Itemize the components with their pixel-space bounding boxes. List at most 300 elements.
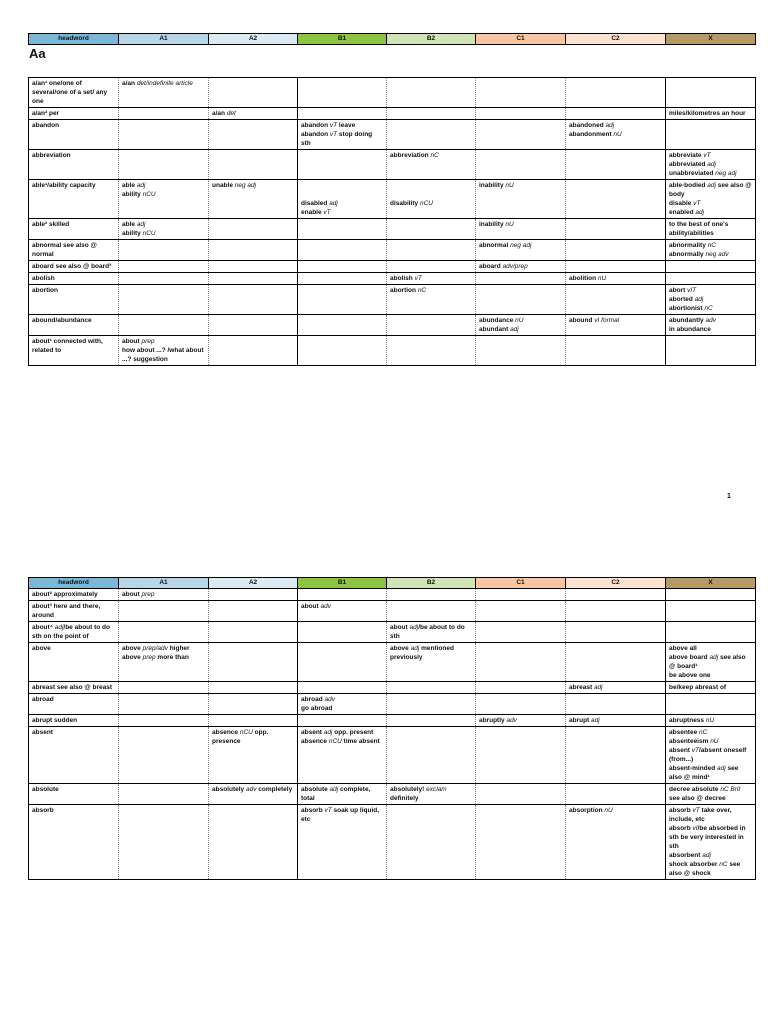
entry-text: abroad adv xyxy=(301,696,335,703)
page-number: 1 xyxy=(727,493,731,500)
level-cell-c2 xyxy=(566,601,666,622)
entry-text: abnormal neg adj xyxy=(479,242,532,249)
entry-text: unable neg adj xyxy=(212,182,257,189)
table-row xyxy=(29,336,756,366)
level-cell-b1 xyxy=(298,622,387,643)
level-cell-b1 xyxy=(298,643,387,682)
entry-text: abreast see also @ breast xyxy=(32,684,113,691)
level-cell-b1 xyxy=(298,315,387,336)
entry-text: be/keep abreast of xyxy=(669,684,727,691)
entry-text: abound/abundance xyxy=(32,317,92,324)
entry-text: abundant adj xyxy=(479,326,519,333)
level-cell-b1 xyxy=(298,261,387,273)
column-header-headword: headword xyxy=(29,34,119,45)
column-header-a1: A1 xyxy=(119,578,209,589)
level-cell-c1 xyxy=(476,694,566,715)
entry-text: ability nCU xyxy=(122,230,156,237)
level-cell-a2 xyxy=(209,643,298,682)
entry-text: abbreviation xyxy=(32,152,71,159)
entry-text: abort vIT xyxy=(669,287,697,294)
column-header-b2: B2 xyxy=(387,578,476,589)
table-row xyxy=(29,285,756,315)
entry-text: above prep more than xyxy=(122,654,189,661)
entry-text xyxy=(301,190,383,199)
level-cell-a2 xyxy=(209,150,298,180)
level-cell-c1 xyxy=(476,784,566,805)
entry-text: enabled adj xyxy=(669,209,705,216)
entry-text: absolutely adv completely xyxy=(212,786,293,793)
level-cell-x xyxy=(666,601,756,622)
entry-text: enable vT xyxy=(301,209,331,216)
headword-cell xyxy=(29,622,119,643)
entry-text: abandonment nU xyxy=(569,131,622,138)
table-row xyxy=(29,180,756,219)
level-cell-x xyxy=(666,715,756,727)
level-cell-a1 xyxy=(119,601,209,622)
level-cell-a2 xyxy=(209,682,298,694)
level-cell-a1 xyxy=(119,643,209,682)
level-cell-c1 xyxy=(476,315,566,336)
level-cell-x xyxy=(666,727,756,784)
level-cell-a1 xyxy=(119,715,209,727)
entry-text: abnormality nC xyxy=(669,242,716,249)
level-cell-b2 xyxy=(387,219,476,240)
entry-text: inability nU xyxy=(479,221,514,228)
headword-cell xyxy=(29,784,119,805)
entry-text: able-bodied adj see also @ body xyxy=(669,182,752,198)
entry-text: in abundance xyxy=(669,326,711,333)
entry-text: absolute xyxy=(32,786,59,793)
level-cell-b2 xyxy=(387,273,476,285)
level-cell-c2 xyxy=(566,682,666,694)
level-cell-c2 xyxy=(566,715,666,727)
level-cell-x xyxy=(666,150,756,180)
entry-text: absence nCU time absent xyxy=(301,738,380,745)
entry-text: above xyxy=(32,645,51,652)
level-cell-c1 xyxy=(476,727,566,784)
level-cell-a1 xyxy=(119,150,209,180)
level-cell-c1 xyxy=(476,805,566,880)
table-row xyxy=(29,682,756,694)
level-cell-c2 xyxy=(566,285,666,315)
level-cell-b2 xyxy=(387,150,476,180)
table-row xyxy=(29,727,756,784)
level-cell-c2 xyxy=(566,315,666,336)
entry-text: abreast adj xyxy=(569,684,603,691)
headword-cell xyxy=(29,285,119,315)
level-cell-a1 xyxy=(119,273,209,285)
level-cell-c1 xyxy=(476,682,566,694)
level-cell-b1 xyxy=(298,78,387,108)
entry-text: about³ here and there, around xyxy=(32,603,101,619)
level-cell-c1 xyxy=(476,180,566,219)
column-header-x: X xyxy=(666,34,756,45)
level-cell-c2 xyxy=(566,589,666,601)
level-cell-b1 xyxy=(298,108,387,120)
dictionary-section-2 xyxy=(28,577,755,880)
level-cell-a1 xyxy=(119,622,209,643)
column-header-b1: B1 xyxy=(298,34,387,45)
vocabulary-table-1 xyxy=(28,33,756,45)
headword-cell xyxy=(29,727,119,784)
entry-text: abolition nU xyxy=(569,275,607,282)
entry-text: abnormally neg adv xyxy=(669,251,729,258)
entry-text: abruptness nU xyxy=(669,717,715,724)
level-cell-c1 xyxy=(476,219,566,240)
column-header-c1: C1 xyxy=(476,34,566,45)
level-cell-b1 xyxy=(298,682,387,694)
level-cell-x xyxy=(666,180,756,219)
level-cell-b1 xyxy=(298,715,387,727)
level-cell-c1 xyxy=(476,273,566,285)
level-cell-b1 xyxy=(298,694,387,715)
level-cell-b2 xyxy=(387,601,476,622)
column-header-headword: headword xyxy=(29,578,119,589)
level-cell-b1 xyxy=(298,273,387,285)
entry-text: about adv xyxy=(301,603,331,610)
level-cell-x xyxy=(666,273,756,285)
entry-text: abandon xyxy=(32,122,60,129)
column-header-c1: C1 xyxy=(476,578,566,589)
entry-text: abnormal see also @ normal xyxy=(32,242,97,258)
entry-text: abandon vT stop doing sth xyxy=(301,131,373,147)
entry-text: absenteeism nU xyxy=(669,738,719,745)
level-cell-x xyxy=(666,285,756,315)
entry-text: about prep xyxy=(122,591,155,598)
entry-text: absolute adj complete, total xyxy=(301,786,371,802)
level-cell-c2 xyxy=(566,219,666,240)
table-row xyxy=(29,589,756,601)
level-cell-b1 xyxy=(298,120,387,150)
headword-cell xyxy=(29,682,119,694)
entry-text: above board adj see also @ board¹ xyxy=(669,654,746,670)
entry-text: disabled adj xyxy=(301,200,338,207)
level-cell-x xyxy=(666,694,756,715)
level-cell-b2 xyxy=(387,120,476,150)
headword-cell xyxy=(29,261,119,273)
level-cell-b1 xyxy=(298,727,387,784)
entry-text: abrupt sudden xyxy=(32,717,78,724)
entry-text: able¹/ability capacity xyxy=(32,182,96,189)
entry-text: absorb vI/be absorbed in sth be very interested in sth xyxy=(669,825,746,850)
level-cell-a2 xyxy=(209,240,298,261)
level-cell-x xyxy=(666,261,756,273)
entry-text: abbreviation nC xyxy=(390,152,439,159)
headword-cell xyxy=(29,219,119,240)
level-cell-a1 xyxy=(119,120,209,150)
entry-text: absent vT/absent oneself (from...) xyxy=(669,747,747,763)
level-cell-c2 xyxy=(566,240,666,261)
level-cell-x xyxy=(666,805,756,880)
headword-cell xyxy=(29,643,119,682)
column-header-a1: A1 xyxy=(119,34,209,45)
entry-text: absent-minded adj see also @ mind¹ xyxy=(669,765,739,781)
level-cell-c2 xyxy=(566,622,666,643)
entry-text: about¹ connected with, related to xyxy=(32,338,103,354)
entry-text: absorption nU xyxy=(569,807,613,814)
table-row xyxy=(29,784,756,805)
column-header-a2: A2 xyxy=(209,34,298,45)
level-cell-c2 xyxy=(566,727,666,784)
level-cell-b2 xyxy=(387,180,476,219)
entry-text: about⁴ adj/be about to do sth on the point of xyxy=(32,624,110,640)
column-header-x: X xyxy=(666,578,756,589)
column-header-a2: A2 xyxy=(209,578,298,589)
level-cell-a1 xyxy=(119,180,209,219)
level-cell-c1 xyxy=(476,643,566,682)
level-cell-a1 xyxy=(119,784,209,805)
entry-text: above prep/adv higher xyxy=(122,645,190,652)
level-cell-c1 xyxy=(476,715,566,727)
level-cell-c2 xyxy=(566,643,666,682)
level-cell-b1 xyxy=(298,240,387,261)
level-cell-x xyxy=(666,78,756,108)
level-cell-b2 xyxy=(387,805,476,880)
level-cell-a1 xyxy=(119,682,209,694)
level-cell-b2 xyxy=(387,240,476,261)
entry-text: absent xyxy=(32,729,53,736)
entry-text: abrupt adj xyxy=(569,717,600,724)
entry-text: a/an² per xyxy=(32,110,60,117)
level-cell-b1 xyxy=(298,219,387,240)
column-header-b1: B1 xyxy=(298,578,387,589)
level-cell-a1 xyxy=(119,694,209,715)
entry-text: abortionist nC xyxy=(669,305,713,312)
entry-text: inability nU xyxy=(479,182,514,189)
table-row xyxy=(29,240,756,261)
headword-cell xyxy=(29,108,119,120)
table-row xyxy=(29,150,756,180)
level-cell-a2 xyxy=(209,589,298,601)
table-body xyxy=(29,78,756,366)
level-cell-x xyxy=(666,784,756,805)
level-cell-b2 xyxy=(387,78,476,108)
level-cell-c2 xyxy=(566,784,666,805)
level-cell-c1 xyxy=(476,589,566,601)
level-cell-a2 xyxy=(209,285,298,315)
level-cell-c1 xyxy=(476,120,566,150)
entry-text: unabbreviated neg adj xyxy=(669,170,737,177)
level-cell-a2 xyxy=(209,180,298,219)
table-body xyxy=(29,589,756,880)
table-row xyxy=(29,219,756,240)
entry-text: decree absolute nC Brit see also @ decree xyxy=(669,786,741,802)
level-cell-b2 xyxy=(387,315,476,336)
level-cell-a2 xyxy=(209,315,298,336)
level-cell-c1 xyxy=(476,601,566,622)
level-cell-b2 xyxy=(387,784,476,805)
dictionary-section-1 xyxy=(28,33,755,366)
level-cell-c2 xyxy=(566,180,666,219)
level-cell-c1 xyxy=(476,108,566,120)
entry-text: abbreviate vT xyxy=(669,152,711,159)
headword-cell xyxy=(29,273,119,285)
level-cell-x xyxy=(666,589,756,601)
headword-cell xyxy=(29,78,119,108)
table-row xyxy=(29,622,756,643)
level-cell-b2 xyxy=(387,261,476,273)
level-cell-a2 xyxy=(209,108,298,120)
headword-cell xyxy=(29,601,119,622)
level-cell-b2 xyxy=(387,108,476,120)
entry-text: absolutely! exclam definitely xyxy=(390,786,447,802)
level-cell-a1 xyxy=(119,78,209,108)
vocabulary-table-2 xyxy=(28,577,756,880)
level-cell-c2 xyxy=(566,120,666,150)
table-row xyxy=(29,643,756,682)
level-cell-a1 xyxy=(119,727,209,784)
level-cell-a2 xyxy=(209,120,298,150)
level-cell-a2 xyxy=(209,727,298,784)
entry-text xyxy=(390,190,472,199)
level-cell-b1 xyxy=(298,336,387,366)
vocabulary-table-1-body xyxy=(28,77,756,366)
entry-text: miles/kilometres an hour xyxy=(669,110,746,117)
table-row xyxy=(29,694,756,715)
level-cell-c1 xyxy=(476,150,566,180)
headword-cell xyxy=(29,715,119,727)
table-row xyxy=(29,261,756,273)
level-cell-c2 xyxy=(566,78,666,108)
table-row xyxy=(29,315,756,336)
level-cell-a2 xyxy=(209,261,298,273)
entry-text: above adj mentioned previously xyxy=(390,645,454,661)
entry-text: shock absorber nC see also @ shock xyxy=(669,861,741,877)
level-cell-a1 xyxy=(119,108,209,120)
level-cell-b1 xyxy=(298,601,387,622)
entry-text: aborted adj xyxy=(669,296,704,303)
entry-text: absence nCU opp. presence xyxy=(212,729,269,745)
level-cell-x xyxy=(666,108,756,120)
entry-text: abortion nC xyxy=(390,287,427,294)
entry-text: aboard adv/prep xyxy=(479,263,528,270)
level-cell-c1 xyxy=(476,78,566,108)
level-cell-b1 xyxy=(298,180,387,219)
level-cell-c1 xyxy=(476,261,566,273)
entry-text: absorb vT soak up liquid, etc xyxy=(301,807,380,823)
entry-text: absent adj opp. present xyxy=(301,729,374,736)
column-header-c2: C2 xyxy=(566,34,666,45)
table-row xyxy=(29,108,756,120)
entry-text: abroad xyxy=(32,696,54,703)
entry-text: abundantly adv xyxy=(669,317,716,324)
table-row xyxy=(29,78,756,108)
level-cell-c2 xyxy=(566,261,666,273)
level-cell-a2 xyxy=(209,219,298,240)
entry-text: aboard see also @ board³ xyxy=(32,263,112,270)
column-header-b2: B2 xyxy=(387,34,476,45)
entry-text xyxy=(390,181,472,190)
entry-text: absorb vT take over, include, etc xyxy=(669,807,732,823)
entry-text: abolish vT xyxy=(390,275,422,282)
level-cell-x xyxy=(666,643,756,682)
level-cell-c2 xyxy=(566,805,666,880)
entry-text: a/an det xyxy=(212,110,236,117)
headword-cell xyxy=(29,120,119,150)
table-row xyxy=(29,805,756,880)
level-cell-x xyxy=(666,315,756,336)
column-header-c2: C2 xyxy=(566,578,666,589)
level-cell-a2 xyxy=(209,78,298,108)
level-cell-b1 xyxy=(298,589,387,601)
level-cell-x xyxy=(666,682,756,694)
headword-cell xyxy=(29,336,119,366)
entry-text xyxy=(301,181,383,190)
level-cell-b2 xyxy=(387,727,476,784)
level-cell-a1 xyxy=(119,285,209,315)
level-cell-a2 xyxy=(209,336,298,366)
level-cell-a1 xyxy=(119,336,209,366)
level-cell-a1 xyxy=(119,240,209,261)
entry-text: disable vT xyxy=(669,200,701,207)
entry-text: abruptly adv xyxy=(479,717,517,724)
level-cell-b2 xyxy=(387,285,476,315)
level-cell-b1 xyxy=(298,805,387,880)
level-cell-b2 xyxy=(387,622,476,643)
level-cell-b1 xyxy=(298,150,387,180)
entry-text: abandoned adj xyxy=(569,122,615,129)
level-cell-a2 xyxy=(209,601,298,622)
headword-cell xyxy=(29,315,119,336)
entry-text: disability nCU xyxy=(390,200,433,207)
level-cell-c2 xyxy=(566,150,666,180)
entry-text: to the best of one's ability/abilities xyxy=(669,221,729,237)
entry-text: absorb xyxy=(32,807,54,814)
entry-text: abolish xyxy=(32,275,55,282)
entry-text: a/an det/indefinite article xyxy=(122,80,193,87)
entry-text: abbreviated adj xyxy=(669,161,716,168)
level-cell-b1 xyxy=(298,784,387,805)
level-cell-a1 xyxy=(119,589,209,601)
headword-cell xyxy=(29,240,119,261)
entry-text: about adj/be about to do sth xyxy=(390,624,465,640)
headword-cell xyxy=(29,150,119,180)
level-cell-x xyxy=(666,336,756,366)
level-cell-a1 xyxy=(119,805,209,880)
level-cell-b2 xyxy=(387,336,476,366)
level-cell-x xyxy=(666,240,756,261)
level-cell-a2 xyxy=(209,273,298,285)
level-cell-a2 xyxy=(209,784,298,805)
entry-text: ability nCU xyxy=(122,191,156,198)
entry-text: above all xyxy=(669,645,697,652)
level-cell-a2 xyxy=(209,715,298,727)
headword-cell xyxy=(29,180,119,219)
entry-text: able adj xyxy=(122,182,146,189)
entry-text: about prep xyxy=(122,338,155,345)
headword-cell xyxy=(29,805,119,880)
level-cell-c1 xyxy=(476,336,566,366)
level-cell-c2 xyxy=(566,273,666,285)
level-cell-c1 xyxy=(476,622,566,643)
entry-text: able adj xyxy=(122,221,146,228)
level-cell-a1 xyxy=(119,261,209,273)
level-cell-c2 xyxy=(566,108,666,120)
entry-text: abortion xyxy=(32,287,58,294)
level-cell-b1 xyxy=(298,285,387,315)
level-cell-a2 xyxy=(209,694,298,715)
level-cell-x xyxy=(666,219,756,240)
headword-cell xyxy=(29,694,119,715)
header-row xyxy=(29,34,756,45)
level-cell-c2 xyxy=(566,694,666,715)
entry-text: abundance nU xyxy=(479,317,524,324)
level-cell-a2 xyxy=(209,805,298,880)
header-row xyxy=(29,578,756,589)
table-row xyxy=(29,273,756,285)
level-cell-b2 xyxy=(387,589,476,601)
level-cell-x xyxy=(666,120,756,150)
